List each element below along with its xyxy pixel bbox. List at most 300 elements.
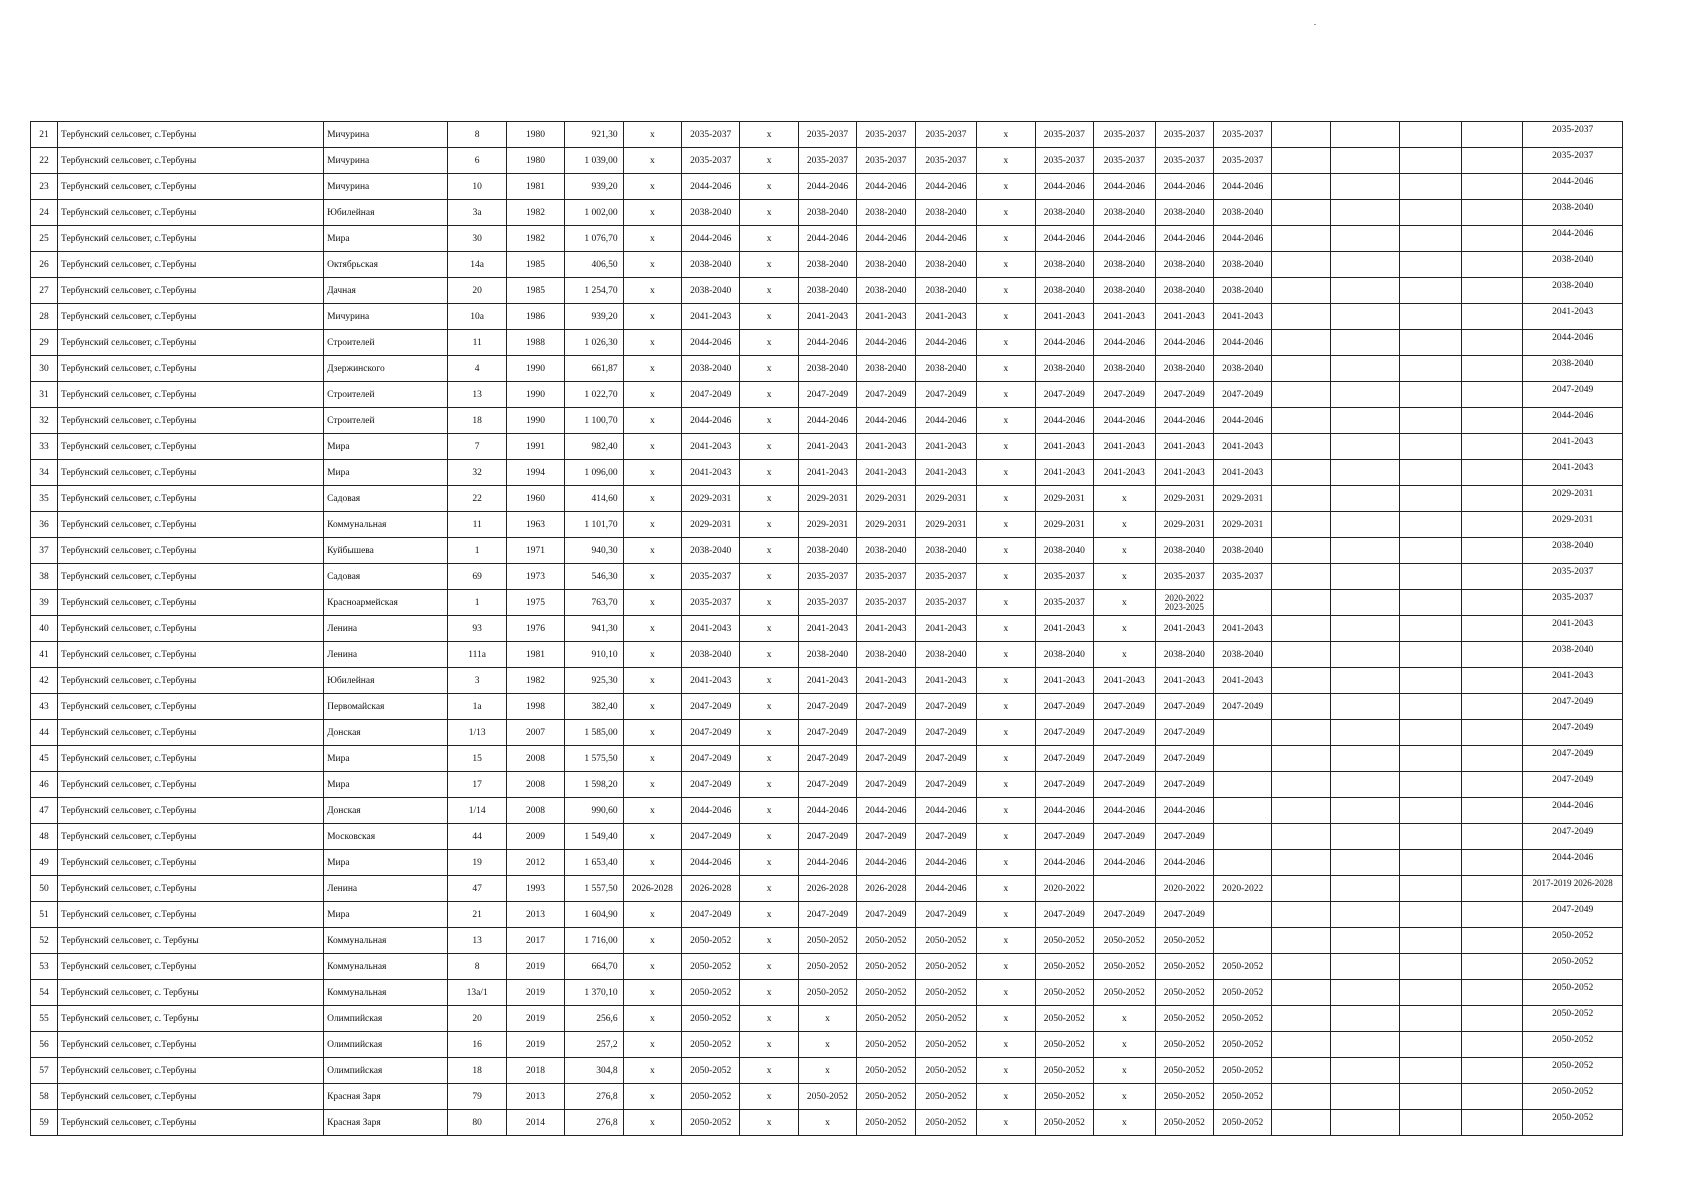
schedule-cell: 2044-2046 [1155, 226, 1213, 252]
house-number-cell: 10а [448, 304, 506, 330]
schedule-cell: 2026-2028 [798, 876, 856, 902]
schedule-cell [1330, 226, 1399, 252]
schedule-cell: 2050-2052 [1155, 1032, 1213, 1058]
schedule-cell: x [977, 200, 1035, 226]
schedule-cell: 2041-2043 [1094, 460, 1156, 486]
schedule-cell: 2041-2043 [857, 434, 915, 460]
schedule-cell: 2044-2046 [1155, 798, 1213, 824]
schedule-cell: 2035-2037 [857, 564, 915, 590]
street-cell: Донская [324, 720, 448, 746]
area-cell: 1 585,00 [565, 720, 623, 746]
schedule-cell: 2047-2049 [1035, 720, 1093, 746]
year-cell: 1980 [506, 148, 564, 174]
schedule-cell: 2038-2040 [857, 642, 915, 668]
area-cell: 910,10 [565, 642, 623, 668]
schedule-cell: x [977, 226, 1035, 252]
schedule-cell [1272, 1032, 1330, 1058]
schedule-cell [1330, 460, 1399, 486]
schedule-cell: 2047-2049 [915, 382, 977, 408]
schedule-cell: x [623, 954, 681, 980]
street-cell: Мира [324, 772, 448, 798]
schedule-cell [1272, 668, 1330, 694]
schedule-cell: 2047-2049 [1214, 382, 1272, 408]
street-cell: Первомайская [324, 694, 448, 720]
schedule-cell: 2038-2040 [1155, 252, 1213, 278]
schedule-cell: 2044-2046 [915, 798, 977, 824]
table-row [31, 122, 1623, 148]
schedule-cell: x [623, 1006, 681, 1032]
schedule-cell: 2047-2049 [857, 746, 915, 772]
house-number-cell: 17 [448, 772, 506, 798]
schedule-cell: 2038-2040 [1155, 356, 1213, 382]
final-period-cell: 2029-2031 [1523, 512, 1623, 538]
settlement-cell: Тербунский сельсовет, с.Тербуны [58, 850, 324, 876]
year-cell: 2008 [506, 772, 564, 798]
schedule-cell: x [977, 590, 1035, 616]
schedule-cell: 2044-2046 [1035, 226, 1093, 252]
schedule-cell [1214, 590, 1272, 616]
area-cell: 1 101,70 [565, 512, 623, 538]
schedule-cell: x [740, 1110, 798, 1136]
schedule-cell: x [623, 382, 681, 408]
year-cell: 2019 [506, 954, 564, 980]
year-cell: 1998 [506, 694, 564, 720]
table-row [31, 564, 1623, 590]
schedule-cell [1272, 304, 1330, 330]
schedule-cell [1461, 252, 1523, 278]
area-cell: 941,30 [565, 616, 623, 642]
table-body [31, 122, 1623, 1136]
schedule-cell: 2041-2043 [857, 460, 915, 486]
schedule-cell [1214, 902, 1272, 928]
schedule-cell: 2050-2052 [1035, 1110, 1093, 1136]
schedule-cell: 2041-2043 [915, 304, 977, 330]
schedule-cell: 2044-2046 [798, 408, 856, 434]
year-cell: 2009 [506, 824, 564, 850]
street-cell: Ленина [324, 642, 448, 668]
schedule-cell: 2047-2049 [1155, 720, 1213, 746]
schedule-cell: x [1094, 1110, 1156, 1136]
schedule-cell: 2044-2046 [915, 330, 977, 356]
schedule-cell: 2044-2046 [915, 850, 977, 876]
schedule-cell [1272, 980, 1330, 1006]
final-period-cell: 2044-2046 [1523, 226, 1623, 252]
schedule-cell: 2047-2049 [1155, 694, 1213, 720]
area-cell: 1 598,20 [565, 772, 623, 798]
year-cell: 1990 [506, 382, 564, 408]
table-row [31, 1032, 1623, 1058]
table-row [31, 408, 1623, 434]
schedule-cell: 2044-2046 [1094, 850, 1156, 876]
final-period-cell: 2047-2049 [1523, 720, 1623, 746]
schedule-cell: 2035-2037 [682, 148, 740, 174]
schedule-cell: 2038-2040 [798, 642, 856, 668]
schedule-cell: 2038-2040 [1155, 278, 1213, 304]
schedule-cell: 2050-2052 [682, 1084, 740, 1110]
schedule-cell: 2041-2043 [682, 460, 740, 486]
schedule-cell: 2041-2043 [857, 304, 915, 330]
row-number: 38 [31, 564, 58, 590]
table-row [31, 174, 1623, 200]
schedule-cell: 2047-2049 [1094, 746, 1156, 772]
settlement-cell: Тербунский сельсовет, с.Тербуны [58, 694, 324, 720]
settlement-cell: Тербунский сельсовет, с. Тербуны [58, 928, 324, 954]
schedule-cell: x [977, 434, 1035, 460]
schedule-cell [1330, 122, 1399, 148]
schedule-cell: 2044-2046 [857, 174, 915, 200]
schedule-cell: 2038-2040 [1155, 200, 1213, 226]
street-cell: Олимпийская [324, 1058, 448, 1084]
street-cell: Мичурина [324, 304, 448, 330]
schedule-cell: 2047-2049 [798, 382, 856, 408]
schedule-cell [1461, 1058, 1523, 1084]
schedule-cell [1272, 954, 1330, 980]
schedule-cell [1272, 1058, 1330, 1084]
final-period-cell: 2050-2052 [1523, 928, 1623, 954]
schedule-cell: 2050-2052 [1155, 954, 1213, 980]
schedule-cell: 2038-2040 [1155, 642, 1213, 668]
schedule-cell: 2050-2052 [682, 1006, 740, 1032]
table-row [31, 902, 1623, 928]
schedule-cell: x [1094, 486, 1156, 512]
house-number-cell: 1/13 [448, 720, 506, 746]
schedule-cell [1330, 1110, 1399, 1136]
area-cell: 990,60 [565, 798, 623, 824]
schedule-cell [1330, 1084, 1399, 1110]
area-cell: 1 370,10 [565, 980, 623, 1006]
schedule-cell: x [740, 564, 798, 590]
area-cell: 1 076,70 [565, 226, 623, 252]
row-number: 22 [31, 148, 58, 174]
schedule-cell: x [623, 278, 681, 304]
table-row [31, 1084, 1623, 1110]
schedule-cell: 2038-2040 [857, 538, 915, 564]
schedule-cell: 2026-2028 [857, 876, 915, 902]
schedule-cell [1461, 564, 1523, 590]
schedule-cell: 2047-2049 [1035, 772, 1093, 798]
settlement-cell: Тербунский сельсовет, с.Тербуны [58, 226, 324, 252]
schedule-cell: 2029-2031 [798, 512, 856, 538]
schedule-cell [1272, 824, 1330, 850]
schedule-cell [1330, 174, 1399, 200]
street-cell: Садовая [324, 564, 448, 590]
schedule-cell: x [740, 850, 798, 876]
schedule-cell: 2047-2049 [857, 382, 915, 408]
year-cell: 1963 [506, 512, 564, 538]
table-row [31, 668, 1623, 694]
schedule-cell: x [977, 668, 1035, 694]
schedule-cell: x [977, 720, 1035, 746]
schedule-cell [1272, 330, 1330, 356]
schedule-cell: 2041-2043 [915, 668, 977, 694]
row-number: 54 [31, 980, 58, 1006]
schedule-cell: 2044-2046 [857, 226, 915, 252]
schedule-cell: x [740, 980, 798, 1006]
schedule-cell: 2038-2040 [682, 642, 740, 668]
schedule-cell: 2038-2040 [798, 200, 856, 226]
schedule-cell: 2050-2052 [1214, 954, 1272, 980]
schedule-cell: x [1094, 564, 1156, 590]
year-cell: 2017 [506, 928, 564, 954]
schedule-cell: 2029-2031 [798, 486, 856, 512]
schedule-cell: x [623, 694, 681, 720]
table-row [31, 226, 1623, 252]
area-cell: 406,50 [565, 252, 623, 278]
schedule-cell: 2041-2043 [1214, 616, 1272, 642]
schedule-cell: x [623, 512, 681, 538]
schedule-cell [1400, 486, 1462, 512]
row-number: 50 [31, 876, 58, 902]
schedule-cell: 2029-2031 [682, 486, 740, 512]
schedule-cell: 2047-2049 [798, 694, 856, 720]
schedule-cell: x [1094, 616, 1156, 642]
street-cell: Олимпийская [324, 1006, 448, 1032]
row-number: 24 [31, 200, 58, 226]
schedule-cell: 2020-2022 [1214, 876, 1272, 902]
schedule-cell: x [623, 408, 681, 434]
schedule-cell [1330, 928, 1399, 954]
schedule-cell: 2050-2052 [798, 928, 856, 954]
schedule-cell [1330, 278, 1399, 304]
schedule-cell: 2050-2052 [857, 1032, 915, 1058]
year-cell: 1975 [506, 590, 564, 616]
schedule-cell [1272, 642, 1330, 668]
row-number: 37 [31, 538, 58, 564]
schedule-cell: 2050-2052 [915, 1006, 977, 1032]
house-number-cell: 3 [448, 668, 506, 694]
schedule-cell: 2029-2031 [915, 486, 977, 512]
final-period-cell: 2044-2046 [1523, 850, 1623, 876]
street-cell: Красная Заря [324, 1110, 448, 1136]
schedule-cell: 2038-2040 [857, 278, 915, 304]
final-period-cell: 2050-2052 [1523, 980, 1623, 1006]
schedule-cell [1330, 304, 1399, 330]
schedule-cell [1272, 512, 1330, 538]
schedule-cell: 2029-2031 [857, 486, 915, 512]
schedule-cell: x [1094, 512, 1156, 538]
area-cell: 1 575,50 [565, 746, 623, 772]
schedule-cell: x [623, 122, 681, 148]
street-cell: Куйбышева [324, 538, 448, 564]
settlement-cell: Тербунский сельсовет, с.Тербуны [58, 616, 324, 642]
schedule-cell: 2050-2052 [1214, 980, 1272, 1006]
schedule-cell: 2044-2046 [857, 798, 915, 824]
schedule-cell: x [623, 824, 681, 850]
table-row [31, 460, 1623, 486]
row-number: 44 [31, 720, 58, 746]
schedule-cell: 2038-2040 [915, 200, 977, 226]
schedule-cell [1400, 954, 1462, 980]
schedule-cell: x [977, 148, 1035, 174]
schedule-cell [1214, 850, 1272, 876]
settlement-cell: Тербунский сельсовет, с.Тербуны [58, 902, 324, 928]
schedule-cell: 2035-2037 [857, 148, 915, 174]
schedule-cell [1400, 148, 1462, 174]
schedule-cell: x [1094, 1058, 1156, 1084]
schedule-cell: 2047-2049 [1094, 902, 1156, 928]
house-number-cell: 19 [448, 850, 506, 876]
schedule-cell [1330, 798, 1399, 824]
schedule-cell [1330, 1032, 1399, 1058]
schedule-cell: x [740, 1058, 798, 1084]
schedule-cell: 2041-2043 [798, 668, 856, 694]
schedule-cell: 2038-2040 [857, 200, 915, 226]
schedule-cell: 2041-2043 [1094, 304, 1156, 330]
schedule-cell: x [977, 356, 1035, 382]
house-number-cell: 20 [448, 278, 506, 304]
house-number-cell: 13 [448, 928, 506, 954]
house-number-cell: 10 [448, 174, 506, 200]
document-page [30, 121, 1623, 1136]
final-period-cell: 2050-2052 [1523, 1110, 1623, 1136]
schedule-cell [1330, 746, 1399, 772]
schedule-cell: x [977, 902, 1035, 928]
schedule-cell: x [740, 1006, 798, 1032]
house-number-cell: 18 [448, 408, 506, 434]
final-period-cell: 2050-2052 [1523, 1058, 1623, 1084]
schedule-cell [1330, 850, 1399, 876]
schedule-cell [1272, 122, 1330, 148]
area-cell: 661,87 [565, 356, 623, 382]
settlement-cell: Тербунский сельсовет, с.Тербуны [58, 460, 324, 486]
schedule-cell: x [740, 356, 798, 382]
row-number: 23 [31, 174, 58, 200]
area-cell: 1 026,30 [565, 330, 623, 356]
table-row [31, 928, 1623, 954]
schedule-cell [1400, 850, 1462, 876]
schedule-cell [1400, 226, 1462, 252]
area-cell: 546,30 [565, 564, 623, 590]
schedule-cell: x [623, 720, 681, 746]
row-number: 26 [31, 252, 58, 278]
final-period-cell: 2038-2040 [1523, 278, 1623, 304]
schedule-cell: x [740, 174, 798, 200]
year-cell: 1991 [506, 434, 564, 460]
schedule-cell: 2050-2052 [857, 954, 915, 980]
schedule-cell [1400, 720, 1462, 746]
schedule-cell: x [798, 1058, 856, 1084]
final-period-cell: 2029-2031 [1523, 486, 1623, 512]
table-row [31, 876, 1623, 902]
table-row [31, 278, 1623, 304]
row-number: 42 [31, 668, 58, 694]
final-period-cell: 2044-2046 [1523, 174, 1623, 200]
street-cell: Мира [324, 746, 448, 772]
schedule-cell [1461, 1084, 1523, 1110]
table-row [31, 200, 1623, 226]
row-number: 32 [31, 408, 58, 434]
schedule-cell: x [623, 434, 681, 460]
schedule-cell: 2047-2049 [1035, 902, 1093, 928]
schedule-cell: 2038-2040 [682, 278, 740, 304]
house-number-cell: 18 [448, 1058, 506, 1084]
schedule-cell: 2050-2052 [682, 1058, 740, 1084]
schedule-cell: 2026-2028 [682, 876, 740, 902]
settlement-cell: Тербунский сельсовет, с.Тербуны [58, 1032, 324, 1058]
table-row [31, 850, 1623, 876]
schedule-cell: 2041-2043 [798, 434, 856, 460]
final-period-cell: 2038-2040 [1523, 252, 1623, 278]
schedule-cell: x [623, 538, 681, 564]
street-cell: Мира [324, 226, 448, 252]
schedule-cell: 2035-2037 [1155, 148, 1213, 174]
schedule-cell: 2047-2049 [1035, 382, 1093, 408]
house-number-cell: 79 [448, 1084, 506, 1110]
schedule-cell: 2038-2040 [682, 200, 740, 226]
table-row [31, 954, 1623, 980]
schedule-cell: 2050-2052 [1155, 1110, 1213, 1136]
settlement-cell: Тербунский сельсовет, с.Тербуны [58, 1084, 324, 1110]
row-number: 34 [31, 460, 58, 486]
schedule-cell: x [740, 720, 798, 746]
schedule-cell: 2041-2043 [1155, 304, 1213, 330]
schedule-cell: 2050-2052 [915, 1084, 977, 1110]
schedule-cell: x [977, 278, 1035, 304]
schedule-cell: x [977, 408, 1035, 434]
schedule-cell: 2035-2037 [1035, 590, 1093, 616]
schedule-cell: 2035-2037 [857, 122, 915, 148]
schedule-cell [1330, 252, 1399, 278]
schedule-cell: 2044-2046 [1094, 408, 1156, 434]
schedule-cell [1094, 876, 1156, 902]
schedule-cell: 2041-2043 [682, 668, 740, 694]
schedule-cell [1400, 252, 1462, 278]
schedule-cell: x [623, 1110, 681, 1136]
year-cell: 1960 [506, 486, 564, 512]
row-number: 36 [31, 512, 58, 538]
schedule-cell: 2044-2046 [1214, 330, 1272, 356]
schedule-cell: 2047-2049 [1094, 824, 1156, 850]
schedule-cell [1272, 408, 1330, 434]
schedule-cell: 2041-2043 [1214, 460, 1272, 486]
schedule-cell: x [623, 798, 681, 824]
schedule-cell: 2041-2043 [682, 304, 740, 330]
year-cell: 1986 [506, 304, 564, 330]
schedule-cell: 2047-2049 [682, 772, 740, 798]
area-cell: 763,70 [565, 590, 623, 616]
schedule-cell: 2041-2043 [1214, 434, 1272, 460]
schedule-cell: x [623, 850, 681, 876]
row-number: 59 [31, 1110, 58, 1136]
schedule-cell [1461, 434, 1523, 460]
schedule-cell: 2047-2049 [915, 746, 977, 772]
schedule-cell [1330, 902, 1399, 928]
schedule-cell: 2038-2040 [1214, 252, 1272, 278]
row-number: 58 [31, 1084, 58, 1110]
schedule-cell: 2029-2031 [1155, 512, 1213, 538]
table-row [31, 694, 1623, 720]
schedule-cell: 2029-2031 [1155, 486, 1213, 512]
house-number-cell: 3а [448, 200, 506, 226]
schedule-cell: 2041-2043 [1155, 616, 1213, 642]
schedule-cell [1400, 1032, 1462, 1058]
schedule-cell: x [977, 512, 1035, 538]
schedule-cell: 2038-2040 [798, 252, 856, 278]
schedule-cell: 2041-2043 [682, 616, 740, 642]
schedule-cell: x [623, 642, 681, 668]
schedule-cell [1461, 512, 1523, 538]
schedule-cell: 2044-2046 [1155, 174, 1213, 200]
street-cell: Московская [324, 824, 448, 850]
schedule-cell [1272, 278, 1330, 304]
schedule-cell [1461, 798, 1523, 824]
table-row [31, 772, 1623, 798]
schedule-cell [1330, 330, 1399, 356]
schedule-cell: 2044-2046 [1094, 330, 1156, 356]
final-period-cell: 2035-2037 [1523, 590, 1623, 616]
schedule-cell: 2038-2040 [682, 538, 740, 564]
schedule-cell [1330, 1006, 1399, 1032]
